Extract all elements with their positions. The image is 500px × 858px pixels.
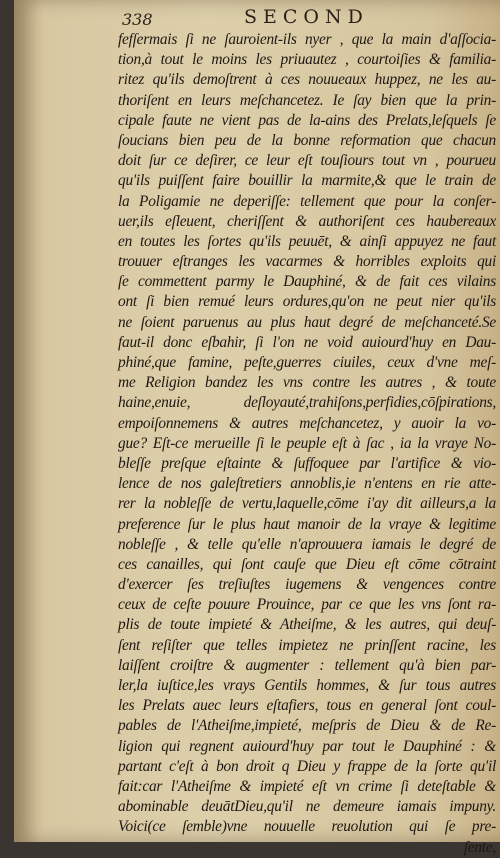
text-line: fefſermais ſi ne ſauroient-ils nyer , que la main d'aſſocia- (118, 31, 496, 48)
text-line: abominable deuātDieu,qu'il ne demeure iamais impuny. (118, 798, 496, 816)
text-line: ſent reſiſter que telles impietez ne prinſſent racine, les (118, 636, 496, 654)
text-line: nobleſſe , & telle qu'elle n'aprouuera iamais le degré de (118, 535, 496, 553)
text-line: ler,la iuſtice,les vrays Gentils hommes, & ſur tous autres (118, 677, 496, 694)
text-line: rer la nobleſſe de vertu,laquelle,cōme i'ay dit ailleurs,a la (118, 495, 496, 513)
text-line: partant c'eſt à bon droit q Dieu y frappe de la ſorte qu'il (118, 757, 496, 775)
text-line: ces canailles, qui ſont cauſe que Dieu eſt cōme cōtraint (118, 555, 496, 573)
text-line: ne ſoient paruenus au plus haut degré de meſchanceté.Se (118, 313, 496, 331)
text-line: les Prelats auec leurs eſtafiers, tous en general ſont coul- (118, 697, 496, 715)
text-line: empoiſonnemens & autres meſchancetez, y auoir la vo- (118, 414, 496, 432)
text-line: ont ſi bien remué leurs ordures,qu'on ne peut nier qu'ils (118, 293, 496, 311)
text-line: ligion qui regnent auiourd'huy par tout le Dauphiné : & (118, 737, 496, 755)
text-line: plis de toute impieté & Atheiſme, & les autres, qui deuſ- (118, 616, 496, 634)
text-line: cipale faute ne vient pas de la-ains des Prelats,leſquels ſe (118, 111, 496, 129)
text-line: faut-il donc eſbahir, ſi l'on ne void auiourd'huy en Dau- (118, 333, 496, 351)
text-line: laiſſent croiſtre & augmenter : tellement qu'à bien par- (118, 656, 496, 674)
page-header (14, 4, 500, 30)
text-line: phiné,que famine, peſte,guerres ciuiles, ceux d'vne meſ- (118, 354, 496, 371)
text-line: ſente, (463, 838, 496, 856)
text-line: ſoucians bien peu de la bonne reformation que chacun (118, 131, 496, 149)
book-page (14, 0, 500, 856)
text-line: uer,ils eſleuent, cheriſſent & authoriſent ces haubereaux (118, 212, 496, 230)
text-line: lence de nos galeſtretiers annoblis,ie n'entens en rie atte- (118, 475, 496, 493)
text-line: en toutes les ſortes qu'ils peuuēt, & ainſi appuyez ne faut (118, 232, 496, 250)
text-line: haine,enuie, deſloyauté,trahiſons,perfidies,cōſpirations, (118, 394, 496, 412)
running-head: SECOND (244, 6, 369, 28)
text-line: doit ſur ce deſirer, ce leur eſt touſiours tout vn , pourueu (118, 152, 496, 170)
text-line: thoriſent en leurs meſchancetez. Ie ſay bien que la prin- (118, 91, 496, 109)
text-line: bleſſe preſque eſtainte & ſuffoquee par l'artifice & vio- (118, 454, 496, 472)
text-line: qu'ils puiſſent faire bouillir la marmite,& que le train de (118, 172, 496, 190)
text-line: me Religion bandez les vns contre les autres , & toute (118, 374, 496, 392)
text-line: trouuer eſtranges les vacarmes & horribles exploits qui (118, 253, 496, 271)
text-line: ritez qu'ils demoſtrent à ces nouueaux huppez, ne les au- (118, 71, 496, 89)
page-number: 338 (122, 10, 153, 29)
text-line: ſe commettent parmy le Dauphiné, & de fait ces vilains (118, 273, 496, 291)
text-line: preference ſur le plus haut manoir de la vraye & legitime (118, 515, 496, 533)
text-line: ceux de ceſte pouure Prouince, par ce que les vns ſont ra- (118, 596, 496, 614)
text-line: gue? Eſt-ce merueille ſi le peuple eſt à ſac , ia la vraye No- (118, 434, 496, 452)
text-line: d'exercer ſes treſiuſtes iugemens & vengences contre (118, 576, 496, 594)
text-line: Voici(ce ſemble)vne nouuelle reuolution qui ſe pre- (118, 818, 496, 836)
body-text (118, 30, 496, 858)
text-line: fait:car l'Atheiſme & impieté eſt vn crime ſi deteſtable & (118, 777, 496, 795)
text-line: la Poligamie ne deperiſſe: tellement que pour la conſer- (118, 192, 496, 210)
text-line: tion,à tout le moins les priuautez , courtoiſies & familia- (118, 51, 496, 69)
text-line: pables de l'Atheiſme,impieté, meſpris de Dieu & de Re- (118, 717, 496, 735)
